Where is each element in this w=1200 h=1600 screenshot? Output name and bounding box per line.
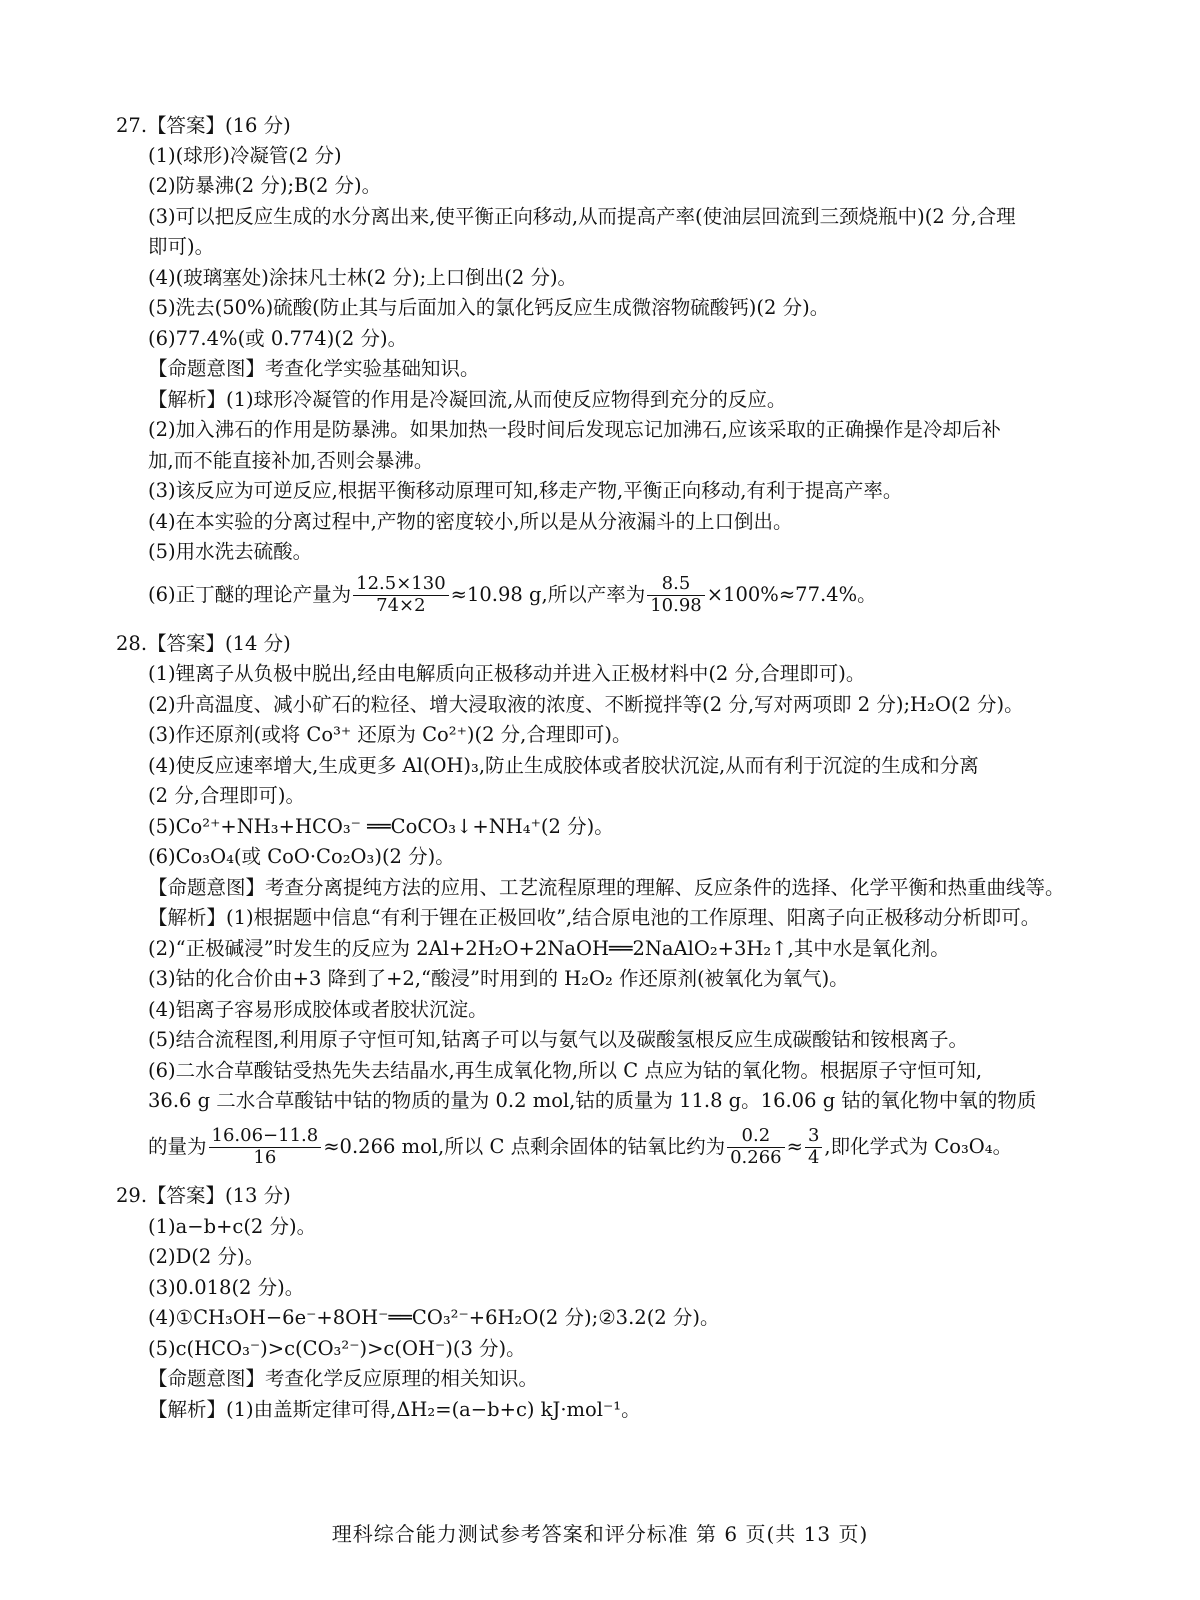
q27-answer-1: (1)(球形)冷凝管(2 分): [148, 144, 342, 167]
q28-analysis-5: (5)结合流程图,利用原子守恒可知,钴离子可以与氨气以及碳酸氢根反应生成碳酸钴和铵根离子。: [148, 1028, 969, 1051]
q29-answer-4: (4)①CH₃OH−6e⁻+8OH⁻══CO₃²⁻+6H₂O(2 分);②3.2(2 分)。: [148, 1306, 720, 1329]
q28-analysis-6: (6)二水合草酸钴受热先失去结晶水,再生成氧化物,所以 C 点应为钴的氧化物。根据原子守恒可知,: [148, 1059, 983, 1082]
eq2-mid2: ≈: [786, 1135, 803, 1158]
eq2-frac3-numerator: 3: [805, 1126, 822, 1148]
eq2-frac2-numerator: 0.2: [727, 1126, 785, 1148]
eq1-post: ×100%≈77.4%。: [706, 583, 877, 606]
q27-intent: 【命题意图】考查化学实验基础知识。: [148, 357, 480, 380]
q27-analysis-2-cont: 加,而不能直接补加,否则会暴沸。: [148, 449, 434, 472]
eq1-mid: ≈10.98 g,所以产率为: [450, 583, 646, 606]
q27-analysis-5: (5)用水洗去硫酸。: [148, 540, 313, 563]
q27-analysis-1: 【解析】(1)球形冷凝管的作用是冷凝回流,从而使反应物得到充分的反应。: [148, 388, 787, 411]
q28-analysis-6-cont: 36.6 g 二水合草酸钴中钴的物质的量为 0.2 mol,钴的质量为 11.8 g。16.06 g 钴的氧化物中氧的物质: [148, 1089, 1037, 1112]
q27-answer-6: (6)77.4%(或 0.774)(2 分)。: [148, 327, 408, 350]
q27-analysis-2: (2)加入沸石的作用是防暴沸。如果加热一段时间后发现忘记加沸石,应该采取的正确操作是冷却后补: [148, 418, 1001, 441]
q29-answer-1: (1)a−b+c(2 分)。: [148, 1215, 317, 1238]
q28-answer-3: (3)作还原剂(或将 Co³⁺ 还原为 Co²⁺)(2 分,合理即可)。: [148, 723, 632, 746]
eq2-mid: ≈0.266 mol,所以 C 点剩余固体的钴氧比约为: [323, 1135, 726, 1158]
q28-analysis-6-equation: [148, 1122, 1012, 1172]
q29-answer-2: (2)D(2 分)。: [148, 1245, 265, 1268]
q27-heading: 27.【答案】(16 分): [116, 114, 291, 137]
eq1-frac1-numerator: 12.5×130: [353, 574, 449, 596]
eq2-fraction-3: [805, 1126, 822, 1168]
eq2-fraction-2: [727, 1126, 785, 1168]
q28-analysis-3: (3)钴的化合价由+3 降到了+2,“酸浸”时用到的 H₂O₂ 作还原剂(被氧化为氧气)。: [148, 967, 849, 990]
q28-analysis-4: (4)铝离子容易形成胶体或者胶状沉淀。: [148, 998, 488, 1021]
q28-analysis-1: 【解析】(1)根据题中信息“有利于锂在正极回收”,结合原电池的工作原理、阳离子向正极移动分析即可。: [148, 906, 1041, 929]
q28-analysis-2: (2)“正极碱浸”时发生的反应为 2Al+2H₂O+2NaOH══2NaAlO₂+3H₂↑,其中水是氧化剂。: [148, 937, 950, 960]
q28-answer-4: (4)使反应速率增大,生成更多 Al(OH)₃,防止生成胶体或者胶状沉淀,从而有利于沉淀的生成和分离: [148, 754, 979, 777]
eq2-frac2-denominator: 0.266: [730, 1147, 782, 1168]
q28-answer-5: (5)Co²⁺+NH₃+HCO₃⁻ ══CoCO₃↓+NH₄⁺(2 分)。: [148, 815, 614, 838]
eq1-fraction-1: [353, 574, 449, 616]
page-footer: 理科综合能力测试参考答案和评分标准 第 6 页(共 13 页): [331, 1522, 869, 1546]
q27-answer-2: (2)防暴沸(2 分);B(2 分)。: [148, 174, 382, 197]
q29-intent: 【命题意图】考查化学反应原理的相关知识。: [148, 1367, 539, 1390]
q29-answer-3: (3)0.018(2 分)。: [148, 1276, 305, 1299]
q27-analysis-3: (3)该反应为可逆反应,根据平衡移动原理可知,移走产物,平衡正向移动,有利于提高产率。: [148, 479, 903, 502]
q29-analysis-1: 【解析】(1)由盖斯定律可得,ΔH₂=(a−b+c) kJ·mol⁻¹。: [148, 1398, 641, 1421]
eq2-fraction-1: [209, 1126, 322, 1168]
q27-answer-5: (5)洗去(50%)硫酸(防止其与后面加入的氯化钙反应生成微溶物硫酸钙)(2 分)。: [148, 296, 830, 319]
q27-answer-4: (4)(玻璃塞处)涂抹凡士林(2 分);上口倒出(2 分)。: [148, 266, 578, 289]
eq2-frac1-numerator: 16.06−11.8: [209, 1126, 322, 1148]
eq2-frac1-denominator: 16: [253, 1147, 277, 1168]
q28-heading: 28.【答案】(14 分): [116, 632, 291, 655]
q28-answer-4-cont: (2 分,合理即可)。: [148, 784, 306, 807]
eq2-pre: 的量为: [148, 1135, 207, 1158]
q27-answer-3: (3)可以把反应生成的水分离出来,使平衡正向移动,从而提高产率(使油层回流到三颈烧瓶中)(2 分,合理: [148, 205, 1016, 228]
q29-answer-5: (5)c(HCO₃⁻)>c(CO₃²⁻)>c(OH⁻)(3 分)。: [148, 1337, 526, 1360]
eq1-frac1-denominator: 74×2: [376, 595, 426, 616]
eq2-post: ,即化学式为 Co₃O₄。: [824, 1135, 1013, 1158]
eq1-fraction-2: [647, 574, 705, 616]
eq2-frac3-denominator: 4: [807, 1147, 820, 1168]
eq1-pre: (6)正丁醚的理论产量为: [148, 583, 352, 606]
eq1-frac2-numerator: 8.5: [647, 574, 705, 596]
q28-answer-1: (1)锂离子从负极中脱出,经由电解质向正极移动并进入正极材料中(2 分,合理即可)。: [148, 662, 866, 685]
q28-intent: 【命题意图】考查分离提纯方法的应用、工艺流程原理的理解、反应条件的选择、化学平衡和热重曲线等。: [148, 876, 1065, 899]
q29-heading: 29.【答案】(13 分): [116, 1184, 291, 1207]
q28-answer-2: (2)升高温度、减小矿石的粒径、增大浸取液的浓度、不断搅拌等(2 分,写对两项即 2 分);H₂O(2 分)。: [148, 693, 1024, 716]
q27-analysis-6-equation: [148, 570, 877, 620]
eq1-frac2-denominator: 10.98: [650, 595, 702, 616]
q27-analysis-4: (4)在本实验的分离过程中,产物的密度较小,所以是从分液漏斗的上口倒出。: [148, 510, 793, 533]
q27-answer-3-cont: 即可)。: [148, 235, 215, 258]
q28-answer-6: (6)Co₃O₄(或 CoO·Co₂O₃)(2 分)。: [148, 845, 455, 868]
